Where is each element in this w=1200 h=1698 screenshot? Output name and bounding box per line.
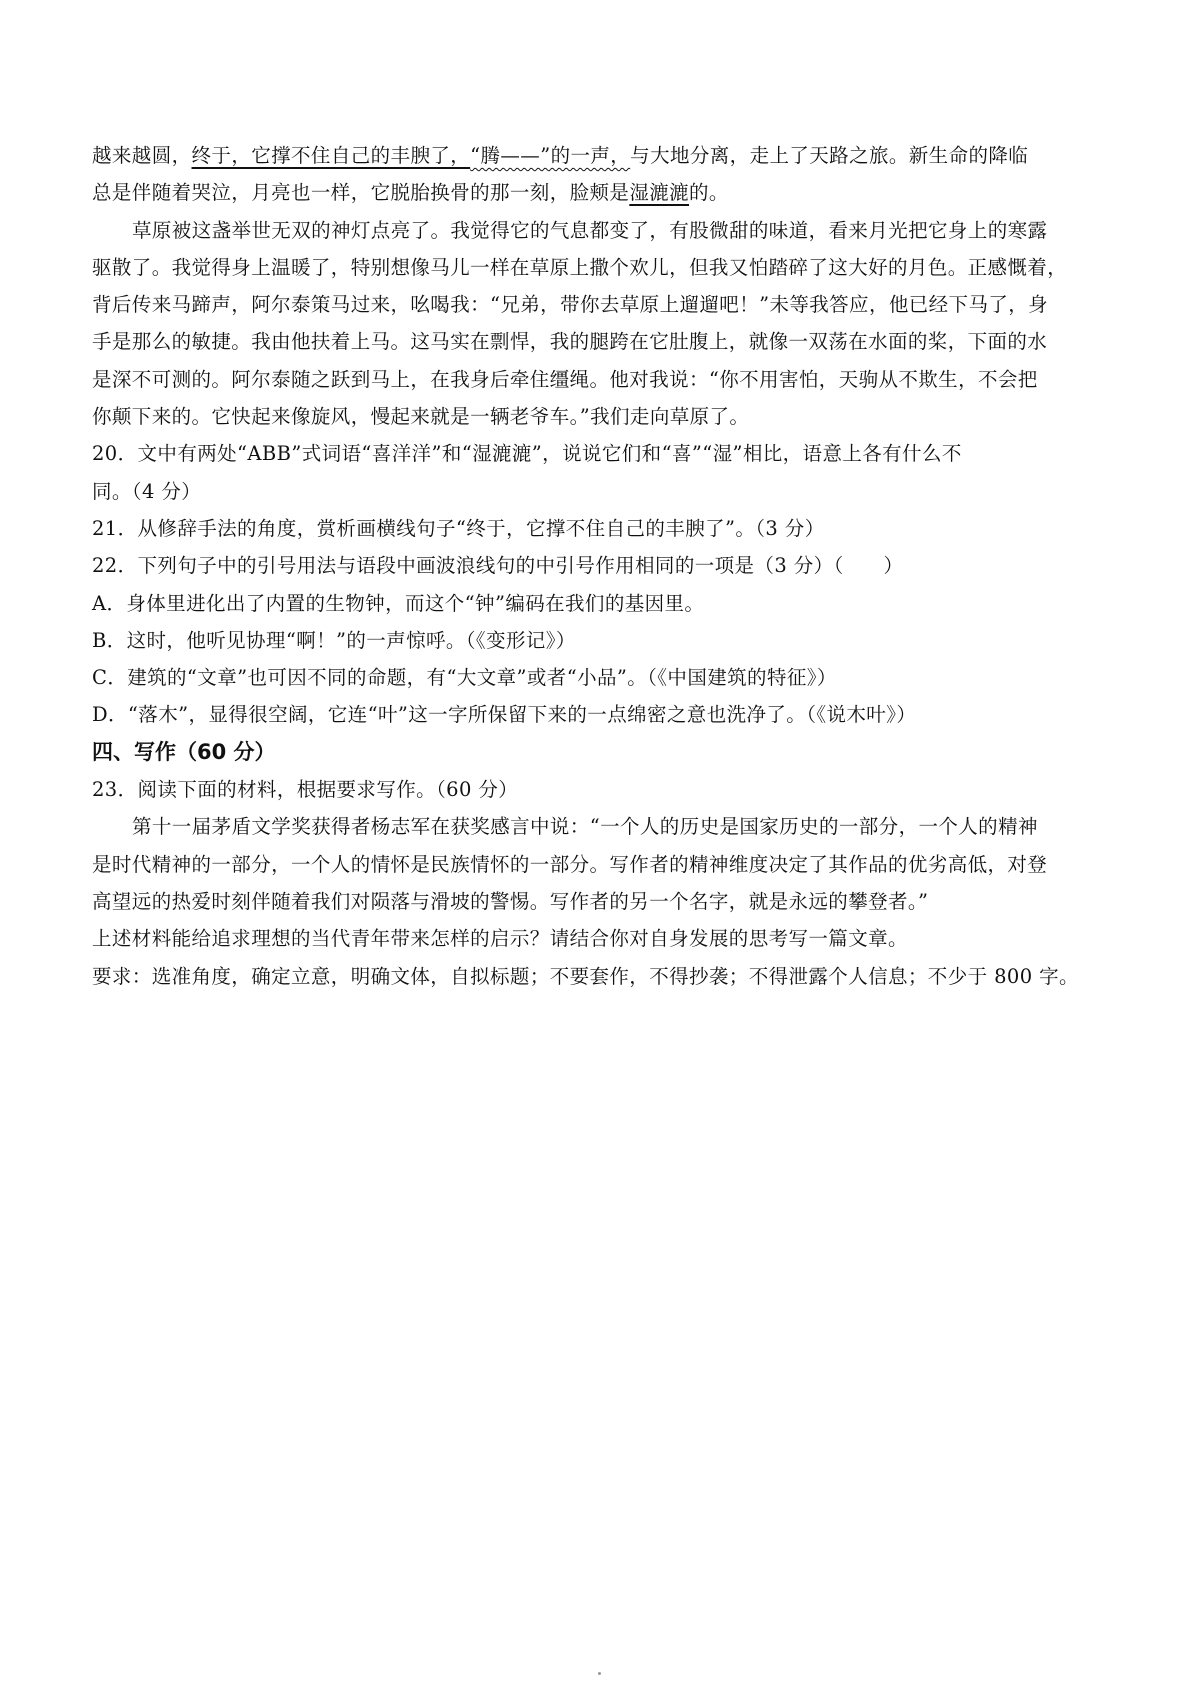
material-line: 是时代精神的一部分，一个人的情怀是民族情怀的一部分。写作者的精神维度决定了其作品的优劣高低，对登 [92,852,1048,876]
option-a: A．身体里进化出了内置的生物钟，而这个“钟”编码在我们的基因里。 [92,591,705,615]
passage-line: 驱散了。我觉得身上温暖了，特别想像马儿一样在草原上撒个欢儿，但我又怕踏碎了这大好的月色。正感慨着， [92,255,1068,279]
question-22: 22．下列句子中的引号用法与语段中画波浪线句的中引号作用相同的一项是（3 分）（ ） [92,554,904,578]
question-20: 20．文中有两处“ABB”式词语“喜洋洋”和“湿漉漉”，说说它们和“喜”“湿”相比，语意上各有什么不 [92,442,962,466]
option-d: D．“落木”，显得很空阔，它连“叶”这一字所保留下来的一点绵密之意也洗净了。（《说木叶》） [92,703,917,727]
passage-text: 越来越圆， [92,144,192,167]
wavy-underlined-sentence: “腾——”的一声， [470,144,631,167]
passage-line: 是深不可测的。阿尔泰随之跃到马上，在我身后牵住缰绳。他对我说：“你不用害怕，天驹从不欺生，不会把 [92,367,1038,391]
passage-text: 与大地分离，走上了天路之旅。新生命的降临 [630,144,1029,167]
option-b: B．这时，他听见协理“啊！”的一声惊呼。（《变形记》） [92,628,576,652]
passage-text: 总是伴随着哭泣，月亮也一样，它脱胎换骨的那一刻，脸颊是 [92,181,630,205]
footer-dot [598,1672,601,1675]
writing-requirements: 要求：选准角度，确定立意，明确文体，自拟标题；不要套作，不得抄袭；不得泄露个人信息；不少于 800 字。 [92,964,1079,988]
passage-line: 背后传来马蹄声，阿尔泰策马过来，吆喝我：“兄弟，带你去草原上遛遛吧！”未等我答应，他已经下马了，身 [92,293,1049,317]
passage-line [92,137,1124,174]
section-heading-writing: 四、写作（60 分） [92,739,276,764]
underlined-word: 湿漉漉 [629,181,690,205]
writing-prompt: 上述材料能给追求理想的当代青年带来怎样的启示？请结合你对自身发展的思考写一篇文章。 [92,927,908,951]
exam-page [92,137,1124,995]
passage-line: 草原被这盏举世无双的神灯点亮了。我觉得它的气息都变了，有股微甜的味道，看来月光把它身上的寒露 [132,218,1048,242]
question-23: 23．阅读下面的材料，根据要求写作。（60 分） [92,778,519,802]
option-c: C．建筑的“文章”也可因不同的命题，有“大文章”或者“小品”。（《中国建筑的特征》） [92,666,837,690]
question-20-cont: 同。（4 分） [92,479,202,503]
question-21: 21．从修辞手法的角度，赏析画横线句子“终于，它撑不住自己的丰腴了”。（3 分） [92,516,825,540]
passage-line: 你颠下来的。它快起来像旋风，慢起来就是一辆老爷车。”我们走向草原了。 [92,405,750,429]
passage-line: 手是那么的敏捷。我由他扶着上马。这马实在剽悍，我的腿跨在它肚腹上，就像一双荡在水面的桨，下面的水 [92,330,1048,354]
material-line: 高望远的热爱时刻伴随着我们对陨落与滑坡的警惕。写作者的另一个名字，就是永远的攀登者。” [92,889,929,913]
passage-line [92,174,1124,211]
underlined-sentence: 终于，它撑不住自己的丰腴了， [191,144,471,167]
passage-text: 的。 [689,181,729,205]
material-line: 第十一届茅盾文学奖获得者杨志军在获奖感言中说：“一个人的历史是国家历史的一部分，一个人的精神 [132,815,1038,839]
